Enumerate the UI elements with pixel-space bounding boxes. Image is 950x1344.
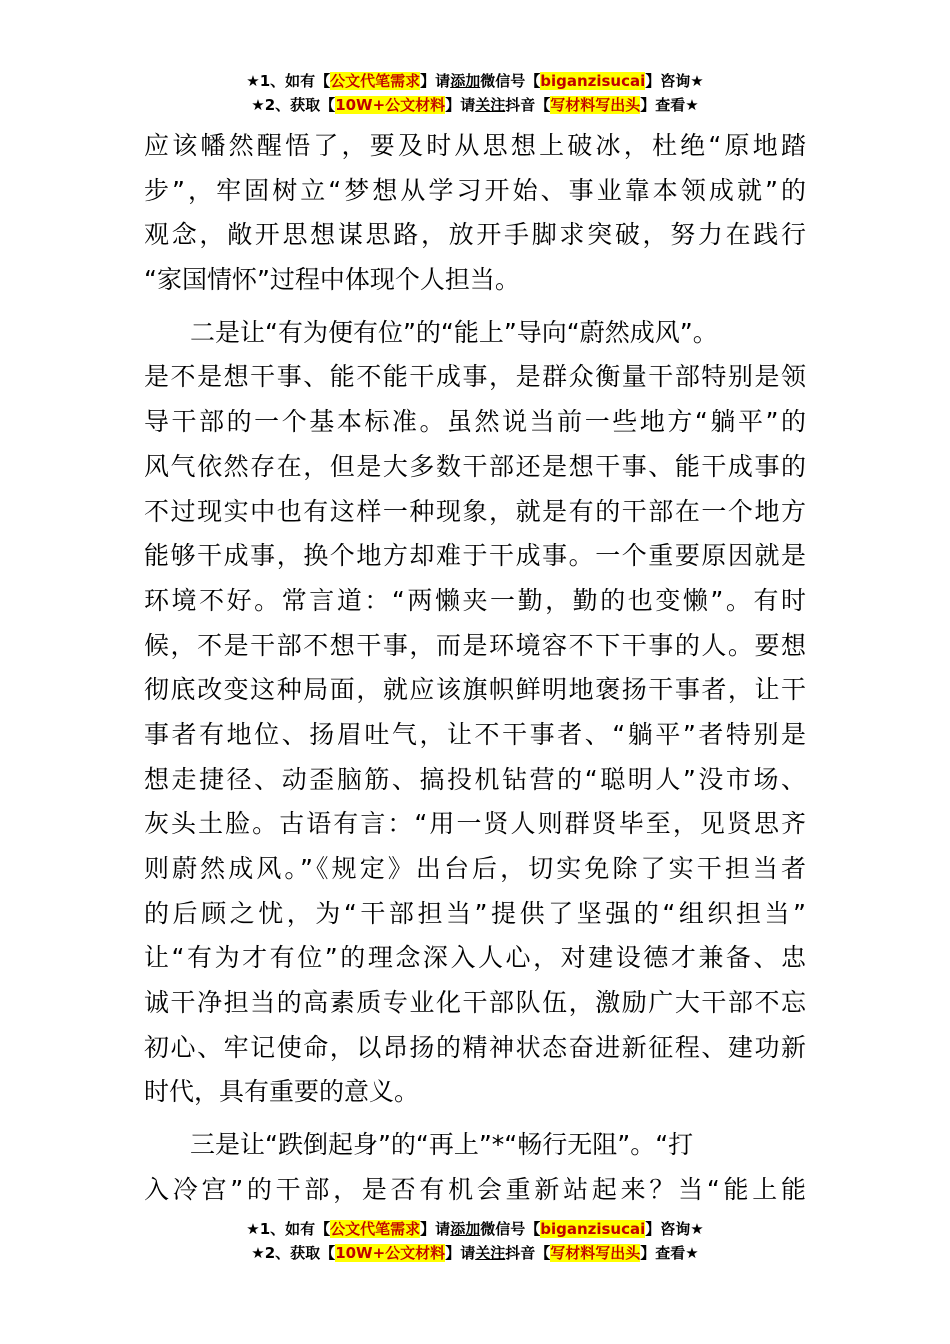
banner-text: 】咨询★ <box>645 72 704 90</box>
body-line: 诚干净担当的高素质专业化干部队伍，激励广大干部不忘 <box>144 988 806 1018</box>
body-line: 是不是想干事、能不能干成事，是群众衡量干部特别是领 <box>144 362 806 392</box>
banner-line-2 <box>0 93 950 117</box>
banner-text: 微信号【 <box>480 1220 541 1238</box>
body-line: 环境不好。常言道：“两懒夹一勤，勤的也变懒”。有时 <box>144 585 806 615</box>
body-line: 想走捷径、动歪脑筋、搞投机钻营的“聪明人”没市场、 <box>144 764 806 794</box>
banner-line-1 <box>0 69 950 93</box>
body-line: 的后顾之忧，为“干部担当”提供了坚强的“组织担当” <box>144 898 806 928</box>
body-line: “家国情怀”过程中体现个人担当。 <box>144 265 520 295</box>
banner-highlight: 写材料写出头 <box>550 96 641 114</box>
body-line: 不过现实中也有这样一种现象，就是有的干部在一个地方 <box>144 496 806 526</box>
banner-highlight: 公文代笔需求 <box>330 1220 421 1238</box>
banner-text: 】咨询★ <box>645 1220 704 1238</box>
body-line: 能够干成事，换个地方却难于干成事。一个重要原因就是 <box>144 541 806 571</box>
body-line: 导干部的一个基本标准。虽然说当前一些地方“躺平”的 <box>144 407 806 437</box>
body-line: 应该幡然醒悟了，要及时从思想上破冰，杜绝“原地踏 <box>144 131 806 160</box>
banner-underlined: 添加 <box>450 72 481 90</box>
paragraph-heading-line: 二是让“有为便有位”的“能上”导向“蔚然成风”。 <box>190 317 718 347</box>
banner-highlight: 公文代笔需求 <box>330 72 421 90</box>
body-line: 事者有地位、扬眉吐气，让不干事者、“躺平”者特别是 <box>144 719 806 749</box>
body-line: 入冷宫”的干部，是否有机会重新站起来？当“能上能 <box>144 1174 806 1204</box>
banner-text: 】查看★ <box>640 1244 699 1262</box>
body-line: 则蔚然成风。”《规定》出台后，切实免除了实干担当者 <box>144 854 806 883</box>
paragraph-gap <box>144 1115 806 1123</box>
banner-text: ★1、如有【 <box>246 1220 331 1238</box>
banner-text: 抖音【 <box>505 96 551 114</box>
banner-highlight: biganzisucai <box>540 1220 646 1238</box>
banner-underlined: 添加 <box>450 1220 481 1238</box>
body-line: 风气依然存在，但是大多数干部还是想干事、能干成事的 <box>144 451 806 481</box>
body-line: 灰头土脸。古语有言：“用一贤人则群贤毕至，见贤思齐 <box>144 809 806 839</box>
banner-text: 】查看★ <box>640 96 699 114</box>
banner-line-1 <box>0 1217 950 1241</box>
banner-highlight: biganzisucai <box>540 72 646 90</box>
banner-text: 抖音【 <box>505 1244 551 1262</box>
banner-text: 微信号【 <box>480 72 541 90</box>
banner-text: 】请 <box>420 72 451 90</box>
banner-text: 】请 <box>420 1220 451 1238</box>
banner-text: 】请 <box>445 1244 476 1262</box>
body-line: 彻底改变这种局面，就应该旗帜鲜明地褒扬干事者，让干 <box>144 675 806 705</box>
banner-underlined: 关注 <box>475 1244 506 1262</box>
banner-text: 】请 <box>445 96 476 114</box>
body-line: 让“有为才有位”的理念深入人心，对建设德才兼备、忠 <box>144 943 806 973</box>
banner-line-2 <box>0 1241 950 1265</box>
document-body <box>144 124 806 1213</box>
banner-highlight: 10W+公文材料 <box>335 1244 446 1262</box>
top-banner <box>0 69 950 117</box>
banner-underlined: 关注 <box>475 96 506 114</box>
body-line: 初心、牢记使命，以昂扬的精神状态奋进新征程、建功新 <box>144 1032 806 1062</box>
body-line: 时代，具有重要的意义。 <box>144 1077 420 1107</box>
bottom-banner <box>0 1217 950 1265</box>
paragraph-gap <box>144 303 806 311</box>
banner-text: ★2、获取【 <box>251 1244 336 1262</box>
paragraph-heading-line: 三是让“跌倒起身”的“再上”*“畅行无阻”。“打 <box>190 1130 694 1160</box>
banner-text: ★1、如有【 <box>246 72 331 90</box>
body-line: 步”，牢固树立“梦想从学习开始、事业靠本领成就”的 <box>144 175 806 205</box>
body-line: 候，不是干部不想干事，而是环境容不下干事的人。要想 <box>144 630 806 660</box>
banner-highlight: 写材料写出头 <box>550 1244 641 1262</box>
body-line: 观念，敞开思想谋思路，放开手脚求突破，努力在践行 <box>144 220 806 250</box>
banner-highlight: 10W+公文材料 <box>335 96 446 114</box>
banner-text: ★2、获取【 <box>251 96 336 114</box>
